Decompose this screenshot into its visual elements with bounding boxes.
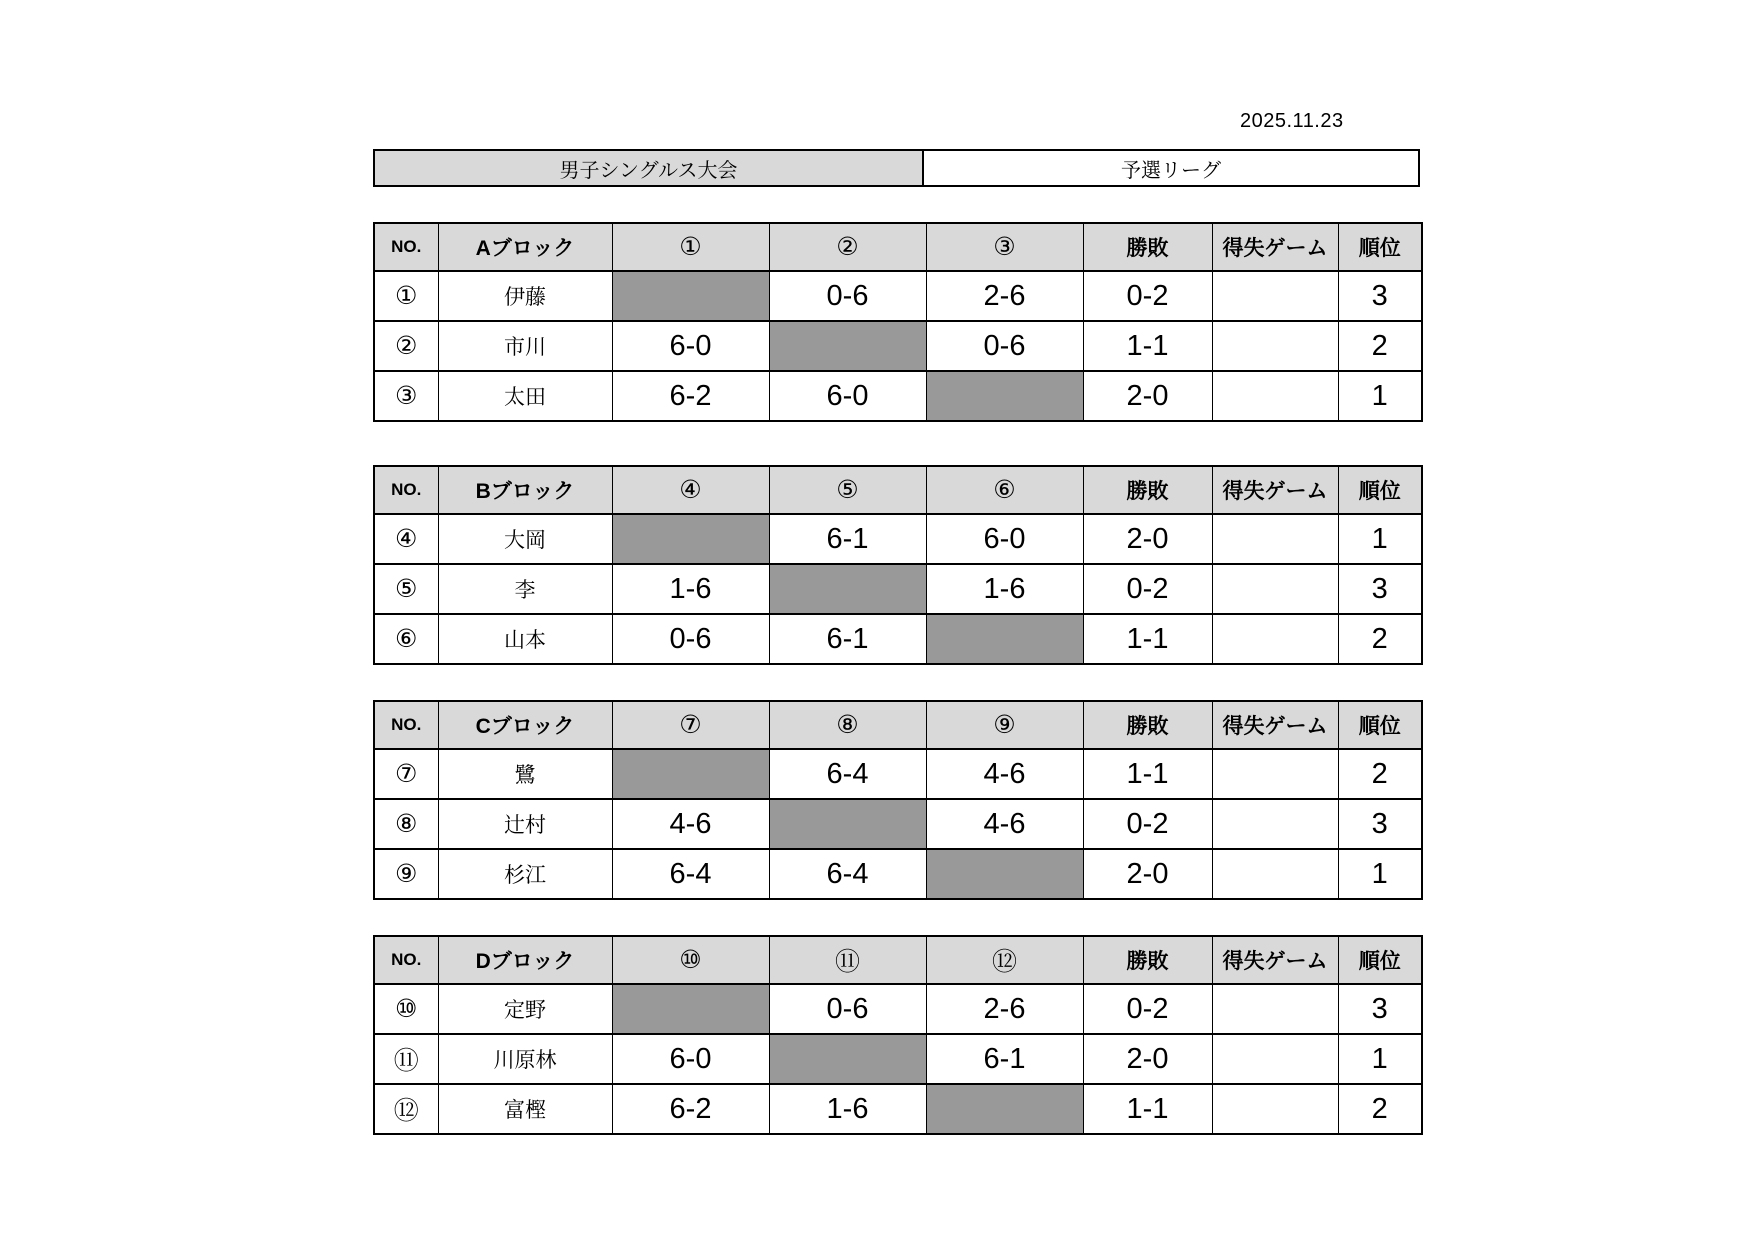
player-row	[374, 849, 1422, 899]
rank-cell: 3	[1338, 564, 1422, 614]
self-match-cell	[926, 614, 1083, 664]
win-loss-cell: 1-1	[1083, 614, 1212, 664]
player-name-cell: 辻村	[438, 799, 612, 849]
self-match-cell	[769, 1034, 926, 1084]
player-name-cell: 定野	[438, 984, 612, 1034]
player-row	[374, 371, 1422, 421]
win-loss-cell: 2-0	[1083, 514, 1212, 564]
score-cell: 6-4	[769, 849, 926, 899]
block-name-header: Bブロック	[438, 466, 612, 514]
score-cell: 1-6	[612, 564, 769, 614]
rank-header: 順位	[1338, 701, 1422, 749]
win-loss-cell: 0-2	[1083, 271, 1212, 321]
player-number-header: ⑨	[926, 701, 1083, 749]
game-diff-cell	[1212, 849, 1338, 899]
rank-cell: 3	[1338, 799, 1422, 849]
player-number-cell: ⑦	[374, 749, 438, 799]
self-match-cell	[769, 321, 926, 371]
score-cell: 4-6	[612, 799, 769, 849]
player-number-cell: ③	[374, 371, 438, 421]
player-name-cell: 杉江	[438, 849, 612, 899]
player-row	[374, 1034, 1422, 1084]
rank-cell: 1	[1338, 371, 1422, 421]
game-diff-cell	[1212, 749, 1338, 799]
player-number-cell: ⑪	[374, 1034, 438, 1084]
score-cell: 4-6	[926, 749, 1083, 799]
block-table-wrap	[373, 465, 1423, 665]
self-match-cell	[612, 271, 769, 321]
self-match-cell	[612, 749, 769, 799]
score-cell: 0-6	[612, 614, 769, 664]
game-diff-cell	[1212, 614, 1338, 664]
player-name-cell: 市川	[438, 321, 612, 371]
win-loss-cell: 2-0	[1083, 371, 1212, 421]
self-match-cell	[926, 1084, 1083, 1134]
player-row	[374, 321, 1422, 371]
player-name-cell: 伊藤	[438, 271, 612, 321]
game-diff-header: 得失ゲーム	[1212, 701, 1338, 749]
player-number-header: ⑤	[769, 466, 926, 514]
player-row	[374, 749, 1422, 799]
tournament-title: 男子シングルス大会	[375, 151, 924, 185]
score-cell: 6-1	[769, 614, 926, 664]
player-number-cell: ⑨	[374, 849, 438, 899]
self-match-cell	[769, 799, 926, 849]
league-title: 予選リーグ	[924, 151, 1418, 185]
score-cell: 6-0	[926, 514, 1083, 564]
no-column-header: NO.	[374, 223, 438, 271]
win-loss-header: 勝敗	[1083, 466, 1212, 514]
self-match-cell	[926, 849, 1083, 899]
self-match-cell	[769, 564, 926, 614]
player-name-cell: 富樫	[438, 1084, 612, 1134]
block-table-wrap	[373, 700, 1423, 900]
player-row	[374, 614, 1422, 664]
win-loss-cell: 2-0	[1083, 849, 1212, 899]
score-cell: 6-4	[769, 749, 926, 799]
title-bar	[373, 149, 1420, 187]
game-diff-cell	[1212, 799, 1338, 849]
score-cell: 0-6	[769, 271, 926, 321]
rank-cell: 1	[1338, 849, 1422, 899]
rank-cell: 3	[1338, 984, 1422, 1034]
player-number-cell: ②	[374, 321, 438, 371]
score-cell: 4-6	[926, 799, 1083, 849]
game-diff-cell	[1212, 1034, 1338, 1084]
player-number-cell: ①	[374, 271, 438, 321]
block-name-header: Cブロック	[438, 701, 612, 749]
player-name-cell: 太田	[438, 371, 612, 421]
header-row	[374, 466, 1422, 514]
player-number-cell: ⑫	[374, 1084, 438, 1134]
game-diff-header: 得失ゲーム	[1212, 936, 1338, 984]
game-diff-cell	[1212, 514, 1338, 564]
player-row	[374, 514, 1422, 564]
score-cell: 6-1	[769, 514, 926, 564]
score-cell: 2-6	[926, 271, 1083, 321]
player-number-cell: ⑩	[374, 984, 438, 1034]
score-cell: 6-0	[612, 321, 769, 371]
win-loss-cell: 0-2	[1083, 799, 1212, 849]
player-row	[374, 271, 1422, 321]
rank-cell: 1	[1338, 514, 1422, 564]
block-table-wrap	[373, 935, 1423, 1135]
player-number-header: ⑦	[612, 701, 769, 749]
self-match-cell	[612, 514, 769, 564]
rank-cell: 1	[1338, 1034, 1422, 1084]
game-diff-cell	[1212, 271, 1338, 321]
player-number-header: ④	[612, 466, 769, 514]
game-diff-cell	[1212, 564, 1338, 614]
score-cell: 6-0	[769, 371, 926, 421]
player-name-cell: 山本	[438, 614, 612, 664]
self-match-cell	[612, 984, 769, 1034]
rank-cell: 2	[1338, 749, 1422, 799]
win-loss-header: 勝敗	[1083, 936, 1212, 984]
rank-header: 順位	[1338, 466, 1422, 514]
no-column-header: NO.	[374, 936, 438, 984]
score-cell: 6-4	[612, 849, 769, 899]
rank-cell: 2	[1338, 1084, 1422, 1134]
player-number-header: ⑪	[769, 936, 926, 984]
win-loss-cell: 1-1	[1083, 1084, 1212, 1134]
game-diff-cell	[1212, 1084, 1338, 1134]
score-cell: 0-6	[769, 984, 926, 1034]
header-row	[374, 701, 1422, 749]
score-cell: 6-2	[612, 1084, 769, 1134]
block-table-wrap	[373, 222, 1423, 422]
block-table	[373, 465, 1423, 665]
rank-header: 順位	[1338, 223, 1422, 271]
game-diff-header: 得失ゲーム	[1212, 466, 1338, 514]
score-cell: 6-2	[612, 371, 769, 421]
rank-header: 順位	[1338, 936, 1422, 984]
player-name-cell: 大岡	[438, 514, 612, 564]
player-number-header: ②	[769, 223, 926, 271]
player-number-header: ①	[612, 223, 769, 271]
block-name-header: Dブロック	[438, 936, 612, 984]
win-loss-cell: 0-2	[1083, 984, 1212, 1034]
player-row	[374, 984, 1422, 1034]
block-table	[373, 222, 1423, 422]
player-name-cell: 李	[438, 564, 612, 614]
win-loss-cell: 0-2	[1083, 564, 1212, 614]
score-cell: 6-1	[926, 1034, 1083, 1084]
rank-cell: 2	[1338, 321, 1422, 371]
no-column-header: NO.	[374, 701, 438, 749]
game-diff-cell	[1212, 321, 1338, 371]
block-name-header: Aブロック	[438, 223, 612, 271]
block-table	[373, 935, 1423, 1135]
player-number-header: ⑩	[612, 936, 769, 984]
player-number-header: ⑧	[769, 701, 926, 749]
score-cell: 2-6	[926, 984, 1083, 1034]
player-row	[374, 1084, 1422, 1134]
score-cell: 1-6	[926, 564, 1083, 614]
player-row	[374, 564, 1422, 614]
date-text: 2025.11.23	[1240, 110, 1344, 132]
block-table	[373, 700, 1423, 900]
score-cell: 1-6	[769, 1084, 926, 1134]
rank-cell: 3	[1338, 271, 1422, 321]
player-number-header: ⑫	[926, 936, 1083, 984]
win-loss-header: 勝敗	[1083, 223, 1212, 271]
player-name-cell: 鷺	[438, 749, 612, 799]
player-number-header: ③	[926, 223, 1083, 271]
player-number-header: ⑥	[926, 466, 1083, 514]
player-number-cell: ⑧	[374, 799, 438, 849]
self-match-cell	[926, 371, 1083, 421]
header-row	[374, 223, 1422, 271]
game-diff-header: 得失ゲーム	[1212, 223, 1338, 271]
player-number-cell: ④	[374, 514, 438, 564]
player-row	[374, 799, 1422, 849]
score-cell: 0-6	[926, 321, 1083, 371]
player-number-cell: ⑥	[374, 614, 438, 664]
score-cell: 6-0	[612, 1034, 769, 1084]
game-diff-cell	[1212, 371, 1338, 421]
win-loss-header: 勝敗	[1083, 701, 1212, 749]
header-row	[374, 936, 1422, 984]
win-loss-cell: 1-1	[1083, 749, 1212, 799]
game-diff-cell	[1212, 984, 1338, 1034]
player-number-cell: ⑤	[374, 564, 438, 614]
rank-cell: 2	[1338, 614, 1422, 664]
player-name-cell: 川原林	[438, 1034, 612, 1084]
win-loss-cell: 1-1	[1083, 321, 1212, 371]
win-loss-cell: 2-0	[1083, 1034, 1212, 1084]
no-column-header: NO.	[374, 466, 438, 514]
